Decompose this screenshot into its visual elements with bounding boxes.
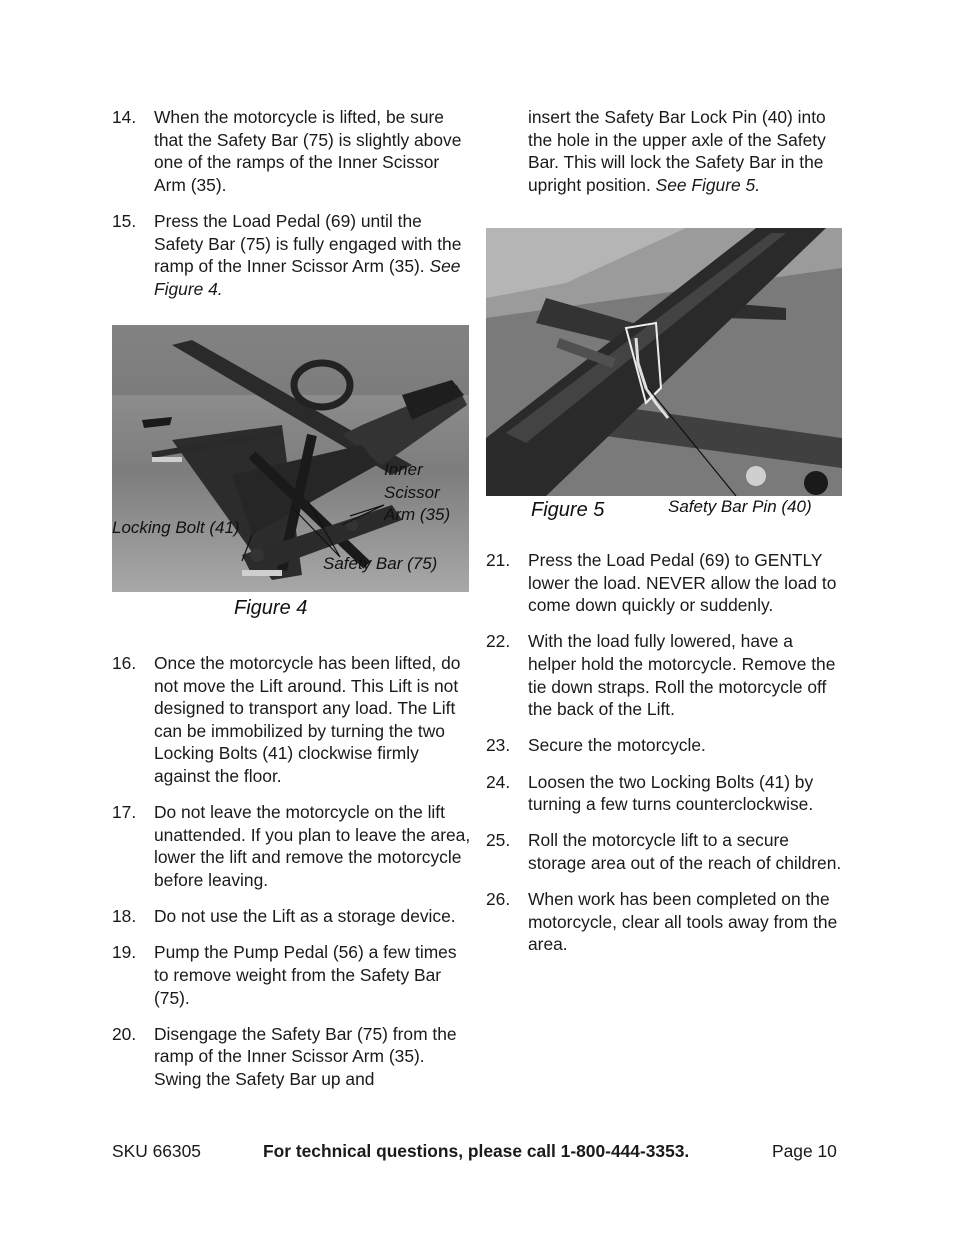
step-14: [112, 106, 472, 196]
step-20: [112, 1023, 472, 1091]
sku-number: SKU 66305: [112, 1141, 201, 1161]
callout-inner-scissor-arm: Inner Scissor Arm (35): [384, 460, 451, 525]
step-text: Press the Load Pedal (69) to GENTLY lower the load. NEVER allow the load to come down quickly or suddenly.: [528, 550, 837, 616]
step-15: [112, 210, 472, 300]
step-26: [486, 888, 846, 956]
step-number: 22.: [486, 631, 511, 652]
step-18: [112, 905, 472, 928]
step-text: Pump the Pump Pedal (56) a few times to remove weight from the Safety Bar (75).: [154, 942, 457, 1008]
step-number: 25.: [486, 830, 511, 851]
right-column-top: [486, 106, 846, 209]
step-number: 21.: [486, 550, 511, 570]
step-17: [112, 801, 472, 891]
callout-safety-bar-pin: Safety Bar Pin (40): [668, 497, 812, 516]
step-number: 18.: [112, 906, 137, 927]
step-number: 14.: [112, 107, 137, 127]
step-text: Roll the motorcycle lift to a secure storage area out of the reach of children.: [528, 830, 842, 873]
page-number: Page 10: [772, 1141, 837, 1161]
step-text: Press the Load Pedal (69) until the Safety Bar (75) is fully engaged with the ramp of the Inner Scissor Arm (35). See Figure 4.: [154, 210, 462, 299]
step-number: 23.: [486, 735, 511, 756]
callout-safety-bar: Safety Bar (75): [323, 554, 438, 573]
step-number: 20.: [112, 1023, 137, 1044]
step-16: [112, 652, 472, 788]
right-column-lower: [486, 549, 846, 969]
step-text: Do not leave the motorcycle on the lift unattended. If you plan to leave the area, lower the lift and remove the motorcycle before leaving.: [154, 802, 471, 890]
step-23: [486, 734, 846, 757]
step-text: When the motorcycle is lifted, be sure that the Safety Bar (75) is slightly above one of the ramps of the Inner Scissor Arm (35).: [154, 107, 462, 195]
figure-4-caption: Figure 4: [234, 597, 308, 619]
step-22: [486, 630, 846, 720]
step-20-continuation: insert the Safety Bar Lock Pin (40) into the hole in the upper axle of the Safety Bar. This will lock the Safety Bar in the upright position. See Figure 5.: [528, 107, 826, 195]
step-25: [486, 829, 846, 874]
figure-5-caption: Figure 5: [531, 499, 605, 521]
left-column-lower: [112, 652, 472, 1104]
step-number: 24.: [486, 771, 511, 792]
step-21: [486, 549, 846, 617]
step-number: 26.: [486, 889, 511, 910]
figure-reference: See Figure 5.: [655, 174, 761, 195]
figure-4-photo: [112, 325, 469, 592]
figure-reference: See Figure 4.: [154, 256, 461, 299]
safety-bar-pin-illustration: [486, 228, 842, 496]
step-text: With the load fully lowered, have a helper hold the motorcycle. Remove the tie down straps. Roll the motorcycle off the back of the Lift.: [528, 631, 836, 720]
step-text: When work has been completed on the motorcycle, clear all tools away from the area.: [528, 889, 838, 955]
step-19: [112, 941, 472, 1009]
step-number: 17.: [112, 802, 137, 823]
technical-help-line: For technical questions, please call 1-800-444-3353.: [263, 1141, 690, 1161]
step-text: Disengage the Safety Bar (75) from the ramp of the Inner Scissor Arm (35). Swing the Safety Bar up and: [154, 1023, 457, 1089]
left-column: [112, 106, 472, 314]
step-number: 16.: [112, 653, 137, 673]
step-text: Loosen the two Locking Bolts (41) by turning a few turns counterclockwise.: [528, 771, 814, 815]
callout-locking-bolt: Locking Bolt (41): [112, 518, 240, 537]
step-text: Do not use the Lift as a storage device.: [154, 906, 456, 927]
step-text: Once the motorcycle has been lifted, do not move the Lift around. This Lift is not designed to transport any load. The Lift can be immobilized by turning the two Locking Bolts (41) clockwise firmly against the floor.: [154, 653, 461, 786]
step-number: 19.: [112, 942, 137, 963]
step-number: 15.: [112, 210, 137, 231]
figure-5-photo: [486, 228, 842, 496]
step-text: Secure the motorcycle.: [528, 735, 706, 756]
step-24: [486, 771, 846, 816]
